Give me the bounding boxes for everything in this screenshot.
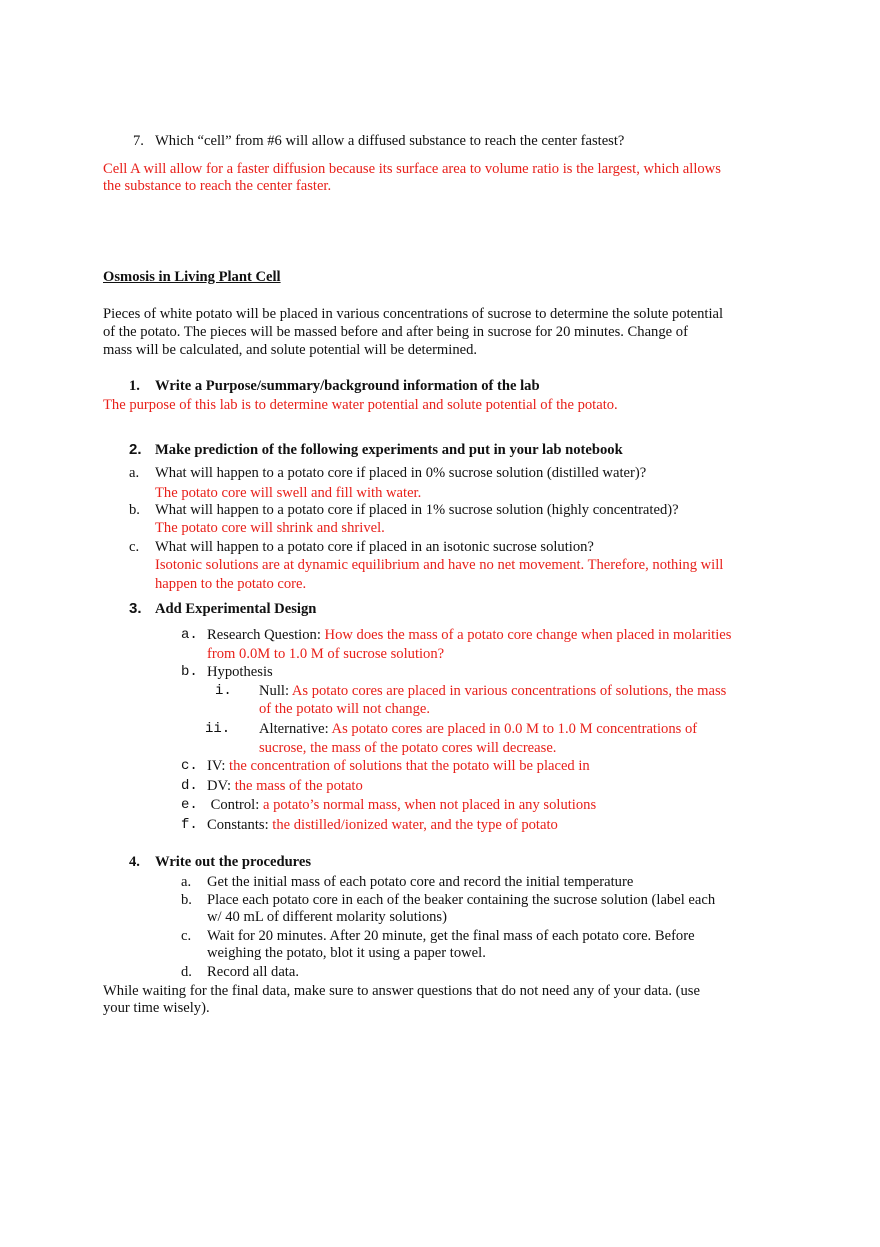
item3-d-answer: the mass of the potato <box>234 778 363 794</box>
item2-a-question: What will happen to a potato core if placed in 0% sucrose solution (distilled water)? <box>155 465 647 481</box>
item2-c-question: What will happen to a potato core if placed in an isotonic sucrose solution? <box>155 539 594 555</box>
item3-bi-answer-line1: As potato cores are placed in various concentrations of solutions, the mass <box>291 683 727 699</box>
item3-f-answer: the distilled/ionized water, and the type of potato <box>272 817 558 833</box>
item4-d-label: d. <box>181 964 192 980</box>
q7-number: 7. <box>133 133 144 149</box>
item4-c-line1: Wait for 20 minutes. After 20 minute, get the final mass of each potato core. Before <box>207 928 695 944</box>
item3-bi-label: i. <box>215 683 232 699</box>
item3-b-text: Hypothesis <box>207 664 273 680</box>
item1-number: 1. <box>129 378 140 394</box>
q7-answer-line1: Cell A will allow for a faster diffusion because its surface area to volume ratio is the largest, which allows <box>103 161 721 177</box>
item3-a-answer-line2: from 0.0M to 1.0 M of sucrose solution? <box>207 646 445 662</box>
item4-number: 4. <box>129 854 140 870</box>
item4-b-line2: w/ 40 mL of different molarity solutions) <box>207 909 447 925</box>
item3-e-line <box>207 796 596 814</box>
item4-d-text: Record all data. <box>207 964 299 980</box>
item3-f-label: f. <box>181 817 198 833</box>
item3-bii-answer-line1: As potato cores are placed in 0.0 M to 1.0 M concentrations of <box>331 721 698 737</box>
item3-a-label: a. <box>181 627 198 643</box>
item2-c-answer-line2: happen to the potato core. <box>155 576 307 592</box>
item4-heading: Write out the procedures <box>155 854 312 870</box>
item3-a-prefix: Research Question: <box>207 627 325 643</box>
item2-b-answer: The potato core will shrink and shrivel. <box>155 520 385 536</box>
item3-number: 3. <box>129 600 142 617</box>
item3-bii-line <box>259 720 697 738</box>
item3-bii-prefix: Alternative: <box>259 721 332 737</box>
item3-d-prefix: DV: <box>207 778 235 794</box>
item3-e-prefix: Control: <box>207 797 263 813</box>
item3-d-line <box>207 777 363 795</box>
item2-a-label: a. <box>129 465 140 481</box>
item3-c-line <box>207 757 590 775</box>
item2-c-label: c. <box>129 539 140 555</box>
item3-bi-answer-line2: of the potato will not change. <box>259 701 431 717</box>
item3-e-label: e. <box>181 797 198 813</box>
item4-a-text: Get the initial mass of each potato core and record the initial temperature <box>207 874 634 890</box>
q7-answer-line2: the substance to reach the center faster. <box>103 178 332 194</box>
item1-answer: The purpose of this lab is to determine water potential and solute potential of the potato. <box>103 397 618 413</box>
intro-line2: of the potato. The pieces will be massed before and after being in sucrose for 20 minutes. Change of <box>103 324 688 340</box>
item3-heading: Add Experimental Design <box>155 601 317 617</box>
item3-c-prefix: IV: <box>207 758 230 774</box>
item2-b-question: What will happen to a potato core if placed in 1% sucrose solution (highly concentrated)? <box>155 502 679 518</box>
intro-line3: mass will be calculated, and solute potential will be determined. <box>103 342 478 358</box>
item3-bii-answer-line2: sucrose, the mass of the potato cores will decrease. <box>259 740 557 756</box>
item3-f-prefix: Constants: <box>207 817 273 833</box>
item2-b-label: b. <box>129 502 140 518</box>
item3-e-answer: a potato’s normal mass, when not placed in any solutions <box>262 797 597 813</box>
section-title: Osmosis in Living Plant Cell <box>103 269 281 285</box>
item3-c-label: c. <box>181 758 198 774</box>
item3-f-line <box>207 816 558 834</box>
item4-c-label: c. <box>181 928 192 944</box>
item3-d-label: d. <box>181 778 198 794</box>
item4-b-label: b. <box>181 892 192 908</box>
item4-c-line2: weighing the potato, blot it using a paper towel. <box>207 945 486 961</box>
intro-line1: Pieces of white potato will be placed in various concentrations of sucrose to determine the solute potential <box>103 306 724 322</box>
item3-b-label: b. <box>181 664 198 680</box>
item2-c-answer-line1: Isotonic solutions are at dynamic equilibrium and have no net movement. Therefore, nothing will <box>155 557 724 573</box>
item2-a-answer: The potato core will swell and fill with water. <box>155 485 422 501</box>
item3-a-line <box>207 626 731 644</box>
item4-a-label: a. <box>181 874 192 890</box>
item2-heading: Make prediction of the following experiments and put in your lab notebook <box>155 442 623 458</box>
item2-number: 2. <box>129 441 142 458</box>
closing-line1: While waiting for the final data, make sure to answer questions that do not need any of your data. (use <box>103 983 700 999</box>
item3-a-answer-line1: How does the mass of a potato core change when placed in molarities <box>324 627 732 643</box>
item3-bii-label: ii. <box>205 721 231 737</box>
item4-b-line1: Place each potato core in each of the beaker containing the sucrose solution (label each <box>207 892 716 908</box>
q7-question: Which “cell” from #6 will allow a diffused substance to reach the center fastest? <box>155 133 625 149</box>
closing-line2: your time wisely). <box>103 1000 210 1016</box>
item1-heading: Write a Purpose/summary/background information of the lab <box>155 378 540 394</box>
item3-bi-line <box>259 682 726 700</box>
item3-bi-prefix: Null: <box>259 683 292 699</box>
item3-c-answer: the concentration of solutions that the potato will be placed in <box>229 758 590 774</box>
